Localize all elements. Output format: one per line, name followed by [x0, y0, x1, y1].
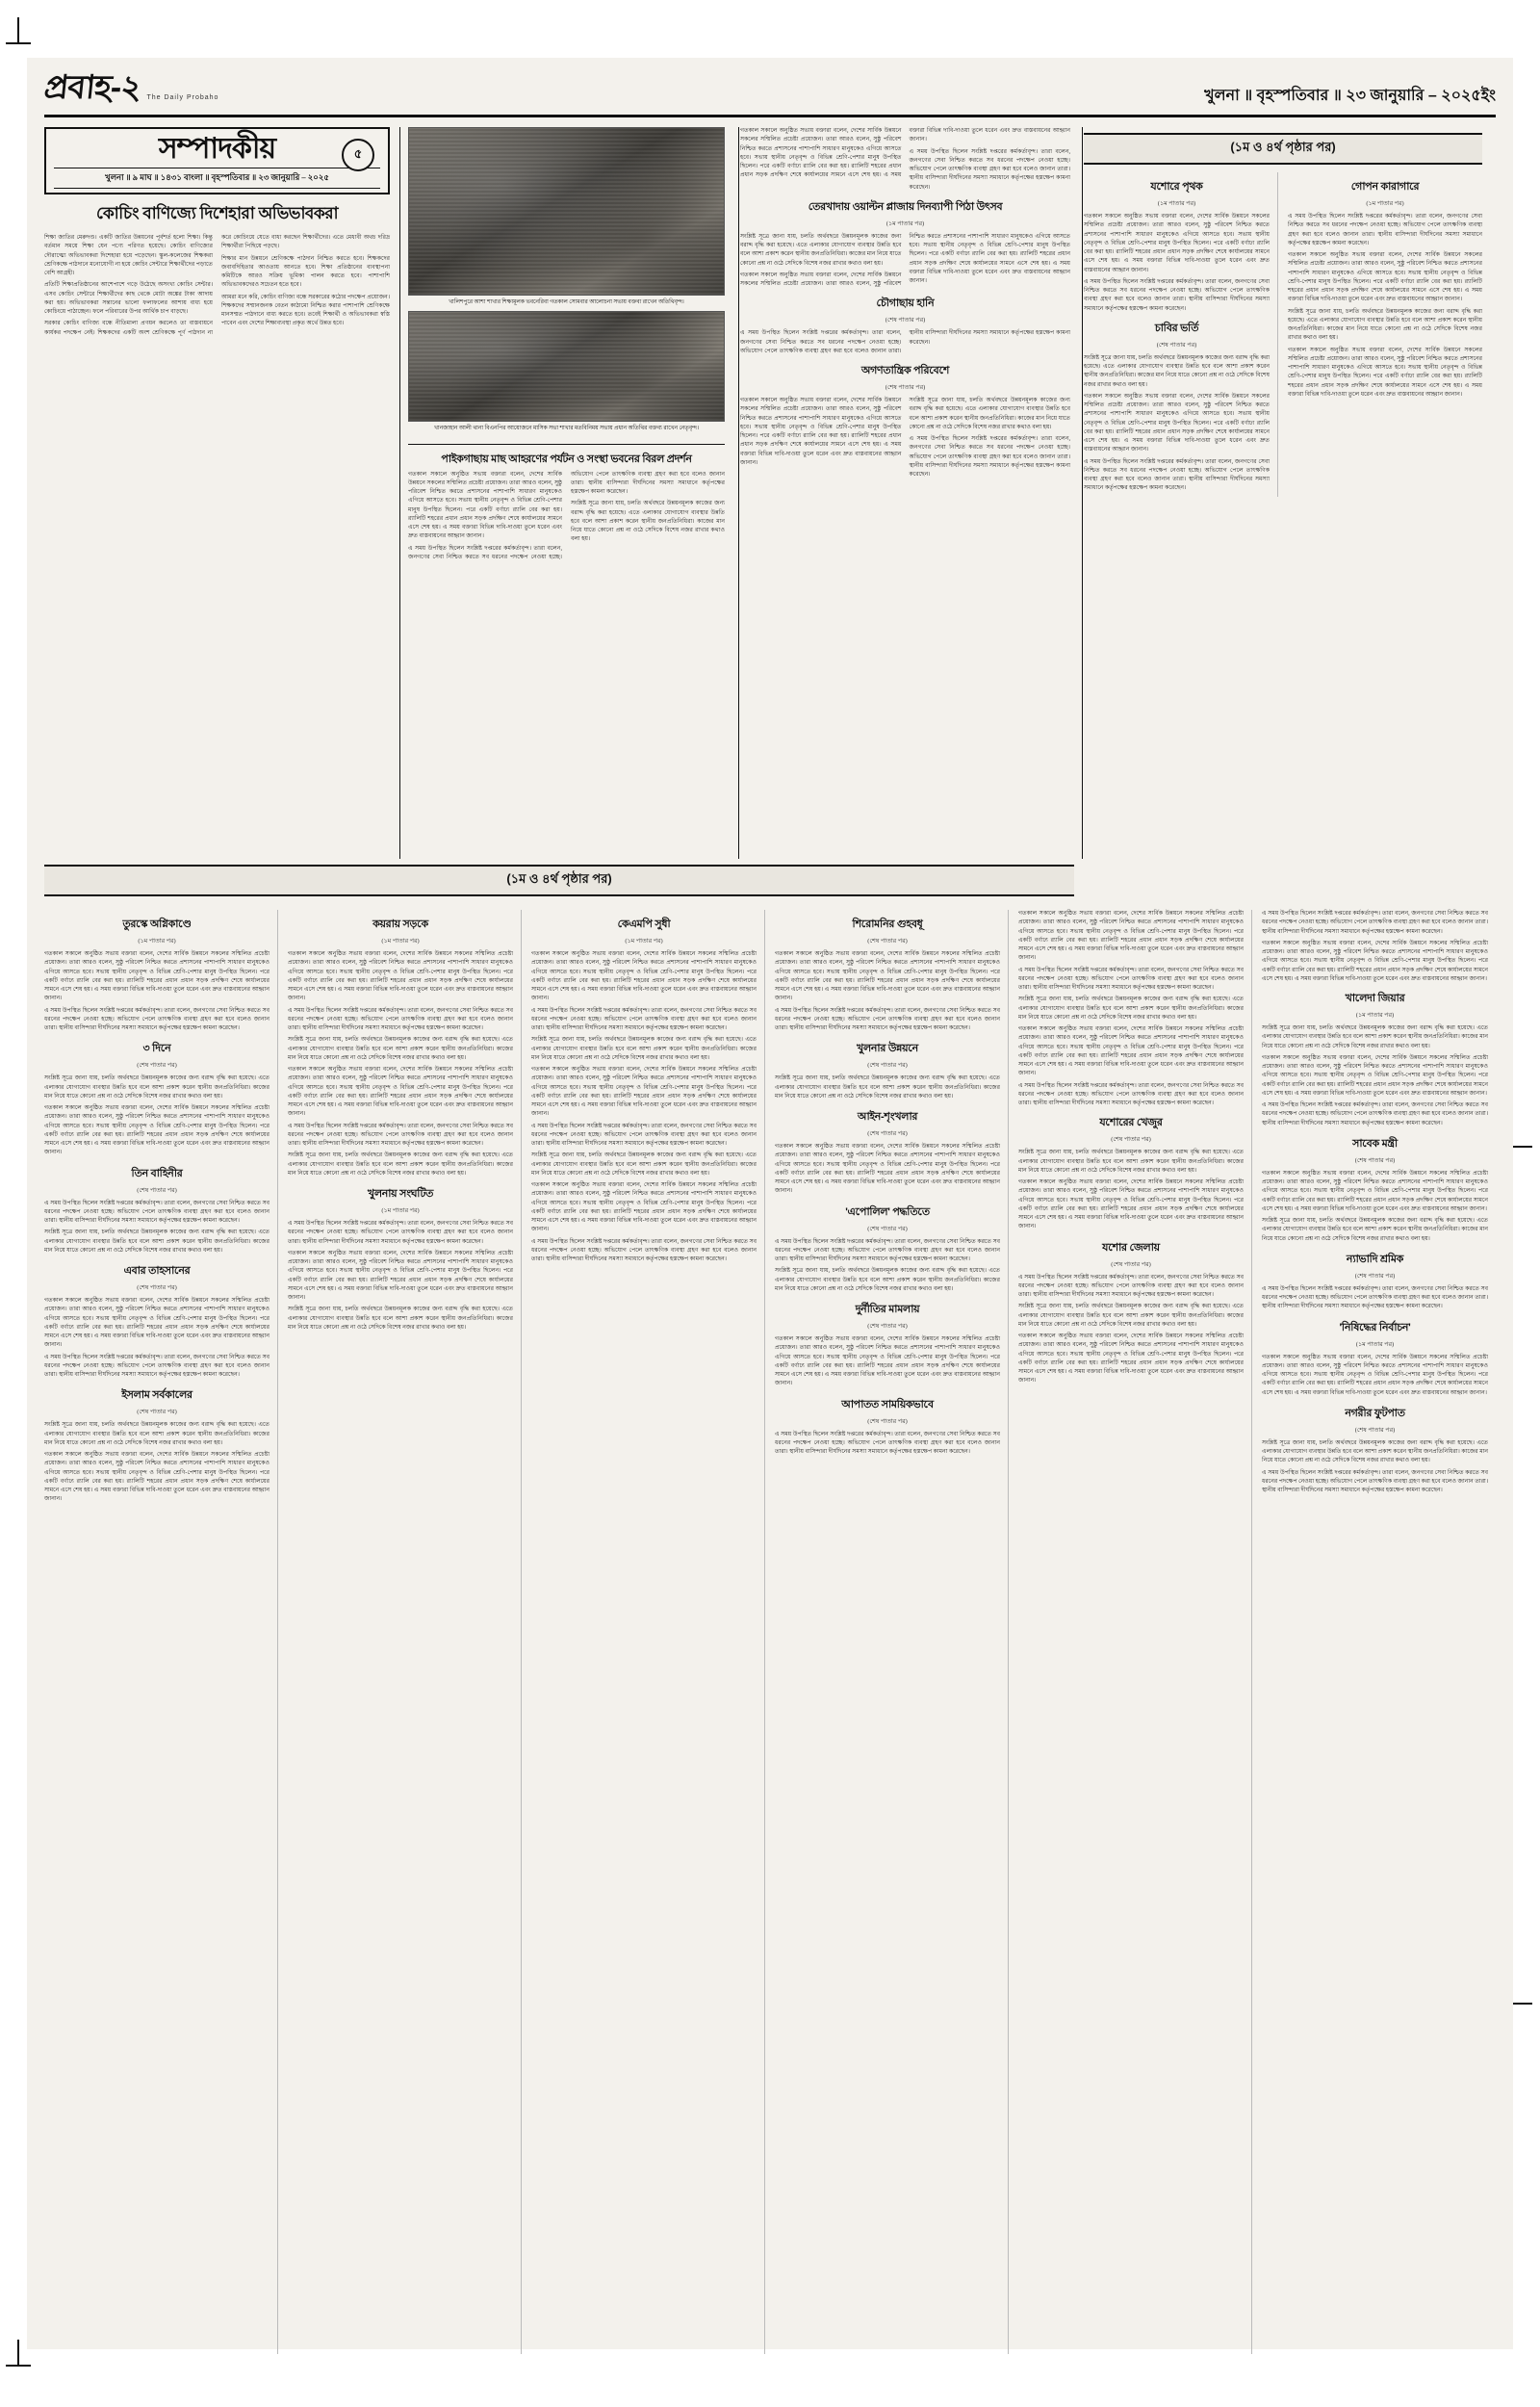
para: এ সময় উপস্থিত ছিলেন সংশ্লিষ্ট দপ্তরের কর্মকর্তাবৃন্দ। তারা বলেন, জনগণের সেবা নিশ্চিত করতে সব ধরনের পদক্ষেপ নেওয়া হচ্ছে। অভিযোগ পেলে তাৎক্ষণিক ব্যবস্থা গ্রহণ করা হবে বলেও জানান তারা। স্থানীয় বাসিন্দারা দীর্ঘদিনের সমস্যা সমাধানে কর্তৃপক্ষের হস্তক্ষেপ কামনা করেছেন। — [909, 436, 1070, 478]
para: গতকাল সকালে অনুষ্ঠিত সভায় বক্তারা বলেন, দেশের সার্বিক উন্নয়নে সকলের সম্মিলিত প্রচেষ্টা প্রয়োজন। তারা আরও বলেন, সুষ্ঠু পরিবেশ নিশ্চিত করতে প্রশাসনের পাশাপাশি সাধারণ মানুষকেও এগিয়ে আসতে হবে। সভায় স্থানীয় নেতৃবৃন্দ ও বিভিন্ন শ্রেণি-পেশার মানুষ উপস্থিত ছিলেন। পরে একটি বর্ণাঢ্য র‍্যালি বের করা হয়। র‍্যালিটি শহরের প্রধান প্রধান সড়ক প্রদক্ষিণ শেষে কার্যালয়ের সামনে এসে শেষ হয়। এ সময় বক্তারা বিভিন্ন দাবি-দাওয়া তুলে ধরেন এবং দ্রুত বাস্তবায়নের আহ্বান জানান। — [1262, 1354, 1488, 1396]
para: গতকাল সকালে অনুষ্ঠিত সভায় বক্তারা বলেন, দেশের সার্বিক উন্নয়নে সকলের সম্মিলিত প্রচেষ্টা প্রয়োজন। তারা আরও বলেন, সুষ্ঠু পরিবেশ নিশ্চিত করতে প্রশাসনের পাশাপাশি সাধারণ মানুষকেও এগিয়ে আসতে হবে। সভায় স্থানীয় নেতৃবৃন্দ ও বিভিন্ন শ্রেণি-পেশার মানুষ উপস্থিত ছিলেন। পরে একটি বর্ণাঢ্য র‍্যালি বের করা হয়। র‍্যালিটি শহরের প্রধান প্রধান সড়ক প্রদক্ষিণ শেষে কার্যালয়ের সামনে এসে শেষ হয়। এ সময় বক্তারা বিভিন্ন দাবি-দাওয়া তুলে ধরেন এবং দ্রুত বাস্তবায়নের আহ্বান জানান। — [288, 951, 513, 1002]
para: সংশ্লিষ্ট সূত্রে জানা যায়, চলতি অর্থবছরে উন্নয়নমূলক কাজের জন্য বরাদ্দ বৃদ্ধি করা হয়েছে। এতে এলাকার যোগাযোগ ব্যবস্থার উন্নতি হবে বলে আশা প্রকাশ করেন স্থানীয় জনপ্রতিনিধিরা। কাজের মান নিয়ে যাতে কোনো প্রশ্ন না ওঠে সেদিকে বিশেষ নজর রাখার কথাও বলা হয়। — [1262, 1025, 1488, 1049]
para: সংশ্লিষ্ট সূত্রে জানা যায়, চলতি অর্থবছরে উন্নয়নমূলক কাজের জন্য বরাদ্দ বৃদ্ধি করা হয়েছে। এতে এলাকার যোগাযোগ ব্যবস্থার উন্নতি হবে বলে আশা প্রকাশ করেন স্থানীয় জনপ্রতিনিধিরা। কাজের মান নিয়ে যাতে কোনো প্রশ্ন না ওঠে সেদিকে বিশেষ নজর রাখার কথাও বলা হয়। — [44, 1075, 270, 1100]
story-body-jessore-prithok — [1084, 213, 1270, 314]
para: এ সময় উপস্থিত ছিলেন সংশ্লিষ্ট দপ্তরের কর্মকর্তাবৃন্দ। তারা বলেন, জনগণের সেবা নিশ্চিত করতে সব ধরনের পদক্ষেপ নেওয়া হচ্ছে। অভিযোগ পেলে তাৎক্ষণিক ব্যবস্থা গ্রহণ করা হবে বলেও জানান তারা। স্থানীয় বাসিন্দারা দীর্ঘদিনের সমস্যা সমাধানে কর্তৃপক্ষের হস্তক্ষেপ কামনা করেছেন। — [775, 1007, 1000, 1031]
divider — [408, 444, 725, 445]
contd: (শেষ পাতার পর) — [1111, 1260, 1151, 1268]
contd: (শেষ পাতার পর) — [137, 1186, 177, 1194]
contd: (শেষ পাতার পর) — [867, 1323, 908, 1330]
para: এ সময় উপস্থিত ছিলেন সংশ্লিষ্ট দপ্তরের কর্মকর্তাবৃন্দ। তারা বলেন, জনগণের সেবা নিশ্চিত করতে সব ধরনের পদক্ষেপ নেওয়া হচ্ছে। অভিযোগ পেলে তাৎক্ষণিক ব্যবস্থা গ্রহণ করা হবে বলেও জানান তারা। স্থানীয় বাসিন্দারা দীর্ঘদিনের সমস্যা সমাধানে কর্তৃপক্ষের হস্তক্ষেপ কামনা করেছেন। — [740, 330, 1070, 354]
para: গতকাল সকালে অনুষ্ঠিত সভায় বক্তারা বলেন, দেশের সার্বিক উন্নয়নে সকলের সম্মিলিত প্রচেষ্টা প্রয়োজন। তারা আরও বলেন, সুষ্ঠু পরিবেশ নিশ্চিত করতে প্রশাসনের পাশাপাশি সাধারণ মানুষকেও এগিয়ে আসতে হবে। সভায় স্থানীয় নেতৃবৃন্দ ও বিভিন্ন শ্রেণি-পেশার মানুষ উপস্থিত ছিলেন। পরে একটি বর্ণাঢ্য র‍্যালি বের করা হয়। র‍্যালিটি শহরের প্রধান প্রধান সড়ক প্রদক্ষিণ শেষে কার্যালয়ের সামনে এসে শেষ হয়। এ সময় বক্তারা বিভিন্ন দাবি-দাওয়া তুলে ধরেন এবং দ্রুত বাস্তবায়নের আহ্বান জানান। — [775, 1336, 1000, 1387]
seal-icon: ৫ — [342, 139, 374, 171]
headline: ন্যাভাদি শ্রমিক — [1346, 1253, 1404, 1265]
story-shiromoni — [775, 916, 1000, 1033]
story-former-minister — [1262, 1135, 1488, 1244]
headline: 'এপোলিল' পদ্ধতিতে — [845, 1205, 930, 1218]
para: এ সময় উপস্থিত ছিলেন সংশ্লিষ্ট দপ্তরের কর্মকর্তাবৃন্দ। তারা বলেন, জনগণের সেবা নিশ্চিত করতে সব ধরনের পদক্ষেপ নেওয়া হচ্ছে। অভিযোগ পেলে তাৎক্ষণিক ব্যবস্থা গ্রহণ করা হবে বলেও জানান তারা। স্থানীয় বাসিন্দারা দীর্ঘদিনের সমস্যা সমাধানে কর্তৃপক্ষের হস্তক্ষেপ কামনা করেছেন। — [1262, 1102, 1488, 1126]
para: এ সময় উপস্থিত ছিলেন সংশ্লিষ্ট দপ্তরের কর্মকর্তাবৃন্দ। তারা বলেন, জনগণের সেবা নিশ্চিত করতে সব ধরনের পদক্ষেপ নেওয়া হচ্ছে। অভিযোগ পেলে তাৎক্ষণিক ব্যবস্থা গ্রহণ করা হবে বলেও জানান তারা। স্থানীয় বাসিন্দারা দীর্ঘদিনের সমস্যা সমাধানে কর্তৃপক্ষের হস্তক্ষেপ কামনা করেছেন। — [1262, 1469, 1488, 1493]
para: সংশ্লিষ্ট সূত্রে জানা যায়, চলতি অর্থবছরে উন্নয়নমূলক কাজের জন্য বরাদ্দ বৃদ্ধি করা হয়েছে। এতে এলাকার যোগাযোগ ব্যবস্থার উন্নতি হবে বলে আশা প্রকাশ করেন স্থানীয় জনপ্রতিনিধিরা। কাজের মান নিয়ে যাতে কোনো প্রশ্ন না ওঠে সেদিকে বিশেষ নজর রাখার কথাও বলা হয়। — [288, 1152, 513, 1177]
para: গতকাল সকালে অনুষ্ঠিত সভায় বক্তারা বলেন, দেশের সার্বিক উন্নয়নে সকলের সম্মিলিত প্রচেষ্টা প্রয়োজন। তারা আরও বলেন, সুষ্ঠু পরিবেশ নিশ্চিত করতে প্রশাসনের পাশাপাশি সাধারণ মানুষকেও এগিয়ে আসতে হবে। সভায় স্থানীয় নেতৃবৃন্দ ও বিভিন্ন শ্রেণি-পেশার মানুষ উপস্থিত ছিলেন। পরে একটি বর্ণাঢ্য র‍্যালি বের করা হয়। র‍্যালিটি শহরের প্রধান প্রধান সড়ক প্রদক্ষিণ শেষে কার্যালয়ের সামনে এসে শেষ হয়। এ সময় বক্তারা বিভিন্ন দাবি-দাওয়া তুলে ধরেন এবং দ্রুত বাস্তবায়নের আহ্বান জানান। — [1262, 1170, 1488, 1212]
body — [44, 1297, 270, 1380]
headline: কেএমপি সুধী — [617, 919, 671, 930]
story-ain-shringkhola — [775, 1108, 1000, 1197]
body — [1262, 1439, 1488, 1496]
para: গতকাল সকালে অনুষ্ঠিত সভায় বক্তারা বলেন, দেশের সার্বিক উন্নয়নে সকলের সম্মিলিত প্রচেষ্টা প্রয়োজন। তারা আরও বলেন, সুষ্ঠু পরিবেশ নিশ্চিত করতে প্রশাসনের পাশাপাশি সাধারণ মানুষকেও এগিয়ে আসতে হবে। সভায় স্থানীয় নেতৃবৃন্দ ও বিভিন্ন শ্রেণি-পেশার মানুষ উপস্থিত ছিলেন। পরে একটি বর্ণাঢ্য র‍্যালি বের করা হয়। র‍্যালিটি শহরের প্রধান প্রধান সড়ক প্রদক্ষিণ শেষে কার্যালয়ের সামনে এসে শেষ হয়। এ সময় বক্তারা বিভিন্ন দাবি-দাওয়া তুলে ধরেন এবং দ্রুত বাস্তবায়নের আহ্বান জানান। — [775, 951, 1000, 1002]
story-headline-jessore-prithok: যশোরে পৃথক — [1150, 181, 1203, 193]
logo[interactable] — [44, 71, 218, 104]
story-khulna-unnoyon — [775, 1040, 1000, 1101]
news-column-5-6 — [1078, 127, 1482, 859]
contd: (১ম পাতার পর) — [1355, 1340, 1395, 1348]
meeting-photo — [408, 127, 725, 296]
body — [775, 1431, 1000, 1458]
story-contd-jessore-prithok: (১ম পাতার পর) — [1157, 200, 1196, 207]
contd: (১ম পাতার পর) — [381, 1207, 420, 1214]
para: এ সময় উপস্থিত ছিলেন সংশ্লিষ্ট দপ্তরের কর্মকর্তাবৃন্দ। তারা বলেন, জনগণের সেবা নিশ্চিত করতে সব ধরনের পদক্ষেপ নেওয়া হচ্ছে। অভিযোগ পেলে তাৎক্ষণিক ব্যবস্থা গ্রহণ করা হবে বলেও জানান তারা। স্থানীয় বাসিন্দারা দীর্ঘদিনের সমস্যা সমাধানে কর্তৃপক্ষের হস্তক্ষেপ কামনা করেছেন। — [288, 1007, 513, 1031]
story-headline-chougacha: চৌগাছায় হানি — [876, 298, 935, 310]
body — [44, 1074, 270, 1157]
contd: (শেষ পাতার পর) — [867, 1130, 908, 1137]
para: সংশ্লিষ্ট সূত্রে জানা যায়, চলতি অর্থবছরে উন্নয়নমূলক কাজের জন্য বরাদ্দ বৃদ্ধি করা হয়েছে। এতে এলাকার যোগাযোগ ব্যবস্থার উন্নতি হবে বলে আশা প্রকাশ করেন স্থানীয় জনপ্রতিনিধিরা। কাজের মান নিয়ে যাতে কোনো প্রশ্ন না ওঠে সেদিকে বিশেষ নজর রাখার কথাও বলা হয়। — [1018, 1304, 1244, 1328]
headline: যশোর জেলায় — [1102, 1241, 1160, 1254]
headline: ইসলাম সর্বকালের — [121, 1389, 192, 1402]
body — [1018, 1274, 1244, 1386]
para: এ সময় উপস্থিত ছিলেন সংশ্লিষ্ট দপ্তরের কর্মকর্তাবৃন্দ। তারা বলেন, জনগণের সেবা নিশ্চিত করতে সব ধরনের পদক্ষেপ নেওয়া হচ্ছে। অভিযোগ পেলে তাৎক্ষণিক ব্যবস্থা গ্রহণ করা হবে বলেও জানান তারা। স্থানীয় বাসিন্দারা দীর্ঘদিনের সমস্যা সমাধানে কর্তৃপক্ষের হস্তক্ষেপ কামনা করেছেন। — [1084, 458, 1270, 492]
para: সংশ্লিষ্ট সূত্রে জানা যায়, চলতি অর্থবছরে উন্নয়নমূলক কাজের জন্য বরাদ্দ বৃদ্ধি করা হয়েছে। এতে এলাকার যোগাযোগ ব্যবস্থার উন্নতি হবে বলে আশা প্রকাশ করেন স্থানীয় জনপ্রতিনিধিরা। কাজের মান নিয়ে যাতে কোনো প্রশ্ন না ওঠে সেদিকে বিশেষ নজর রাখার কথাও বলা হয়। — [571, 501, 725, 543]
para: সংশ্লিষ্ট সূত্রে জানা যায়, চলতি অর্থবছরে উন্নয়নমূলক কাজের জন্য বরাদ্দ বৃদ্ধি করা হয়েছে। এতে এলাকার যোগাযোগ ব্যবস্থার উন্নতি হবে বলে আশা প্রকাশ করেন স্থানীয় জনপ্রতিনিধিরা। কাজের মান নিয়ে যাতে কোনো প্রশ্ন না ওঠে সেদিকে বিশেষ নজর রাখার কথাও বলা হয়। — [288, 1037, 513, 1061]
news-column-5 — [1084, 172, 1278, 497]
top-section — [44, 127, 1496, 859]
editorial-header — [44, 127, 390, 194]
para: সংশ্লিষ্ট সূত্রে জানা যায়, চলতি অর্থবছরে উন্নয়নমূলক কাজের জন্য বরাদ্দ বৃদ্ধি করা হয়েছে। এতে এলাকার যোগাযোগ ব্যবস্থার উন্নতি হবে বলে আশা প্রকাশ করেন স্থানীয় জনপ্রতিনিধিরা। কাজের মান নিয়ে যাতে কোনো প্রশ্ন না ওঠে সেদিকে বিশেষ নজর রাখার কথাও বলা হয়। — [1288, 308, 1482, 342]
body — [1262, 1170, 1488, 1244]
para: এ সময় উপস্থিত ছিলেন সংশ্লিষ্ট দপ্তরের কর্মকর্তাবৃন্দ। তারা বলেন, জনগণের সেবা নিশ্চিত করতে সব ধরনের পদক্ষেপ নেওয়া হচ্ছে। অভিযোগ পেলে তাৎক্ষণিক ব্যবস্থা গ্রহণ করা হবে বলেও জানান তারা। স্থানীয় বাসিন্দারা দীর্ঘদিনের সমস্যা সমাধানে কর্তৃপক্ষের হস্তক্ষেপ কামনা করেছেন। — [288, 1221, 513, 1245]
headline: নগরীর ফুটপাত — [1345, 1407, 1405, 1419]
editorial-title: সম্পাদকীয় — [158, 133, 276, 165]
continuation-banner-top: (১ম ও ৪র্থ পৃষ্ঠার পর) — [1084, 133, 1482, 165]
editorial-headline: কোচিং বাণিজ্যে দিশেহারা অভিভাবকরা — [95, 204, 339, 222]
story-tahsan — [44, 1262, 270, 1380]
para: গতকাল সকালে অনুষ্ঠিত সভায় বক্তারা বলেন, দেশের সার্বিক উন্নয়নে সকলের সম্মিলিত প্রচেষ্টা প্রয়োজন। তারা আরও বলেন, সুষ্ঠু পরিবেশ নিশ্চিত করতে প্রশাসনের পাশাপাশি সাধারণ মানুষকেও এগিয়ে আসতে হবে। সভায় স্থানীয় নেতৃবৃন্দ ও বিভিন্ন শ্রেণি-পেশার মানুষ উপস্থিত ছিলেন। পরে একটি বর্ণাঢ্য র‍্যালি বের করা হয়। র‍্যালিটি শহরের প্রধান প্রধান সড়ক প্রদক্ষিণ শেষে কার্যালয়ের সামনে এসে শেষ হয়। এ সময় বক্তারা বিভিন্ন দাবি-দাওয়া তুলে ধরেন এবং দ্রুত বাস্তবায়নের আহ্বান জানান। — [1084, 393, 1270, 453]
meeting-photo-caption: খালিশপুরে আশা শাখার শিক্ষামূলক ভবনেরিবা গতকাল সোমবার আলোচনা সভায় বক্তব্য রাখেন অতিথিবৃন্দ। — [449, 299, 684, 305]
para: এ সময় উপস্থিত ছিলেন সংশ্লিষ্ট দপ্তরের কর্মকর্তাবৃন্দ। তারা বলেন, জনগণের সেবা নিশ্চিত করতে সব ধরনের পদক্ষেপ নেওয়া হচ্ছে। অভিযোগ পেলে তাৎক্ষণিক ব্যবস্থা গ্রহণ করা হবে বলেও জানান তারা। স্থানীয় বাসিন্দারা দীর্ঘদিনের সমস্যা সমাধানে কর্তৃপক্ষের হস্তক্ষেপ কামনা করেছেন। — [44, 1200, 270, 1224]
headline: এবার তাহসানের — [123, 1265, 191, 1277]
body — [775, 1335, 1000, 1389]
contd: (১ম পাতার পর) — [381, 938, 420, 945]
para: এ সময় উপস্থিত ছিলেন সংশ্লিষ্ট দপ্তরের কর্মকর্তাবৃন্দ। তারা বলেন, জনগণের সেবা নিশ্চিত করতে সব ধরনের পদক্ষেপ নেওয়া হচ্ছে। অভিযোগ পেলে তাৎক্ষণিক ব্যবস্থা গ্রহণ করা হবে বলেও জানান তারা। স্থানীয় বাসিন্দারা দীর্ঘদিনের সমস্যা সমাধানে কর্তৃপক্ষের হস্তক্ষেপ কামনা করেছেন। — [1018, 967, 1244, 991]
story-body-gopon — [1288, 213, 1482, 400]
headline: 'নিষিদ্ধের নির্বাচন' — [1339, 1321, 1411, 1333]
contd: (শেষ পাতার পর) — [137, 1062, 177, 1070]
para: এ সময় উপস্থিত ছিলেন সংশ্লিষ্ট দপ্তরের কর্মকর্তাবৃন্দ। তারা বলেন, জনগণের সেবা নিশ্চিত করতে সব ধরনের পদক্ষেপ নেওয়া হচ্ছে। অভিযোগ পেলে তাৎক্ষণিক ব্যবস্থা গ্রহণ করা হবে বলেও জানান তারা। স্থানীয় বাসিন্দারা দীর্ঘদিনের সমস্যা সমাধানে কর্তৃপক্ষের হস্তক্ষেপ কামনা করেছেন। — [408, 471, 725, 560]
para: এ সময় উপস্থিত ছিলেন সংশ্লিষ্ট দপ্তরের কর্মকর্তাবৃন্দ। তারা বলেন, জনগণের সেবা নিশ্চিত করতে সব ধরনের পদক্ষেপ নেওয়া হচ্ছে। অভিযোগ পেলে তাৎক্ষণিক ব্যবস্থা গ্রহণ করা হবে বলেও জানান তারা। স্থানীয় বাসিন্দারা দীর্ঘদিনের সমস্যা সমাধানে কর্তৃপক্ষের হস্তক্ষেপ কামনা করেছেন। — [531, 1007, 757, 1031]
headline: কয়রায় সড়কে — [372, 919, 428, 930]
editorial-para-3: সরকার কোচিং বাণিজ্য বন্ধে নীতিমালা প্রণয়ন করলেও তা বাস্তবায়নে কার্যকর পদক্ষেপ নেই। শিক্ষকদের একটি অংশ শ্রেণিকক্ষে পূর্ণ পাঠদান না করে কোচিংয়ে যেতে বাধ্য করছেন শিক্ষার্থীদের। এতে মেধাবী অথচ দরিদ্র শিক্ষার্থীরা পিছিয়ে পড়ছে। — [44, 235, 390, 336]
editorial-date: খুলনা ॥ ৯ মাঘ ॥ ১৪৩১ বাংলা ॥ বৃহস্পতিবার ॥ ২৩ জানুয়ারি – ২০২৫ — [54, 168, 380, 189]
para: সংশ্লিষ্ট সূত্রে জানা যায়, চলতি অর্থবছরে উন্নয়নমূলক কাজের জন্য বরাদ্দ বৃদ্ধি করা হয়েছে। এতে এলাকার যোগাযোগ ব্যবস্থার উন্নতি হবে বলে আশা প্রকাশ করেন স্থানীয় জনপ্রতিনিধিরা। কাজের মান নিয়ে যাতে কোনো প্রশ্ন না ওঠে সেদিকে বিশেষ নজর রাখার কথাও বলা হয়। — [1262, 1218, 1488, 1242]
para: সংশ্লিষ্ট সূত্রে জানা যায়, চলতি অর্থবছরে উন্নয়নমূলক কাজের জন্য বরাদ্দ বৃদ্ধি করা হয়েছে। এতে এলাকার যোগাযোগ ব্যবস্থার উন্নতি হবে বলে আশা প্রকাশ করেন স্থানীয় জনপ্রতিনিধিরা। কাজের মান নিয়ে যাতে কোনো প্রশ্ন না ওঠে সেদিকে বিশেষ নজর রাখার কথাও বলা হয়। — [740, 233, 902, 267]
story-durniti-mamla — [775, 1301, 1000, 1389]
story-contd-ogonotantrik: (শেষ পাতার পর) — [885, 384, 926, 391]
story-jessore-jela — [1018, 1239, 1244, 1386]
para: এ সময় উপস্থিত ছিলেন সংশ্লিষ্ট দপ্তরের কর্মকর্তাবৃন্দ। তারা বলেন, জনগণের সেবা নিশ্চিত করতে সব ধরনের পদক্ষেপ নেওয়া হচ্ছে। অভিযোগ পেলে তাৎক্ষণিক ব্যবস্থা গ্রহণ করা হবে বলেও জানান তারা। স্থানীয় বাসিন্দারা দীর্ঘদিনের সমস্যা সমাধানে কর্তৃপক্ষের হস্তক্ষেপ কামনা করেছেন। — [909, 148, 1070, 191]
para: গতকাল সকালে অনুষ্ঠিত সভায় বক্তারা বলেন, দেশের সার্বিক উন্নয়নে সকলের সম্মিলিত প্রচেষ্টা প্রয়োজন। তারা আরও বলেন, সুষ্ঠু পরিবেশ নিশ্চিত করতে প্রশাসনের পাশাপাশি সাধারণ মানুষকেও এগিয়ে আসতে হবে। সভায় স্থানীয় নেতৃবৃন্দ ও বিভিন্ন শ্রেণি-পেশার মানুষ উপস্থিত ছিলেন। পরে একটি বর্ণাঢ্য র‍্যালি বের করা হয়। র‍্যালিটি শহরের প্রধান প্রধান সড়ক প্রদক্ষিণ শেষে কার্যালয়ের সামনে এসে শেষ হয়। এ সময় বক্তারা বিভিন্ন দাবি-দাওয়া তুলে ধরেন এবং দ্রুত বাস্তবায়নের আহ্বান জানান। — [288, 1250, 513, 1301]
body — [775, 1074, 1000, 1101]
para: গতকাল সকালে অনুষ্ঠিত সভায় বক্তারা বলেন, দেশের সার্বিক উন্নয়নে সকলের সম্মিলিত প্রচেষ্টা প্রয়োজন। তারা আরও বলেন, সুষ্ঠু পরিবেশ নিশ্চিত করতে প্রশাসনের পাশাপাশি সাধারণ মানুষকেও এগিয়ে আসতে হবে। সভায় স্থানীয় নেতৃবৃন্দ ও বিভিন্ন শ্রেণি-পেশার মানুষ উপস্থিত ছিলেন। পরে একটি বর্ণাঢ্য র‍্যালি বের করা হয়। র‍্যালিটি শহরের প্রধান প্রধান সড়ক প্রদক্ষিণ শেষে কার্যালয়ের সামনে এসে শেষ হয়। এ সময় বক্তারা বিভিন্ন দাবি-দাওয়া তুলে ধরেন এবং দ্রুত বাস্তবায়নের আহ্বান জানান। — [1288, 347, 1482, 398]
contd: (শেষ পাতার পর) — [1354, 1156, 1396, 1164]
para: গতকাল সকালে অনুষ্ঠিত সভায় বক্তারা বলেন, দেশের সার্বিক উন্নয়নে সকলের সম্মিলিত প্রচেষ্টা প্রয়োজন। তারা আরও বলেন, সুষ্ঠু পরিবেশ নিশ্চিত করতে প্রশাসনের পাশাপাশি সাধারণ মানুষকেও এগিয়ে আসতে হবে। সভায় স্থানীয় নেতৃবৃন্দ ও বিভিন্ন শ্রেণি-পেশার মানুষ উপস্থিত ছিলেন। পরে একটি বর্ণাঢ্য র‍্যালি বের করা হয়। র‍্যালিটি শহরের প্রধান প্রধান সড়ক প্রদক্ষিণ শেষে কার্যালয়ের সামনে এসে শেষ হয়। এ সময় বক্তারা বিভিন্ন দাবি-দাওয়া তুলে ধরেন এবং দ্রুত বাস্তবায়নের আহ্বান জানান। — [1084, 214, 1270, 273]
body — [1262, 1354, 1488, 1398]
logo-text: প্রবাহ-২ — [42, 69, 143, 106]
crop-mark-top-left — [17, 17, 19, 42]
body — [288, 950, 513, 1178]
bottom-column-1 — [44, 910, 278, 2354]
headline: সাবেক মন্ত্রী — [1352, 1137, 1398, 1150]
story-shromik — [1262, 1251, 1488, 1312]
body — [775, 1143, 1000, 1197]
story-islam — [44, 1386, 270, 1504]
body — [44, 950, 270, 1033]
para: এ সময় উপস্থিত ছিলেন সংশ্লিষ্ট দপ্তরের কর্মকর্তাবৃন্দ। তারা বলেন, জনগণের সেবা নিশ্চিত করতে সব ধরনের পদক্ষেপ নেওয়া হচ্ছে। অভিযোগ পেলে তাৎক্ষণিক ব্যবস্থা গ্রহণ করা হবে বলেও জানান তারা। স্থানীয় বাসিন্দারা দীর্ঘদিনের সমস্যা সমাধানে কর্তৃপক্ষের হস্তক্ষেপ কামনা করেছেন। — [1288, 214, 1482, 246]
body — [44, 1200, 270, 1256]
news-column-4 — [734, 127, 1076, 859]
body — [775, 1238, 1000, 1295]
story-three-forces — [44, 1165, 270, 1256]
headline: খুলনায় সংঘটিত — [367, 1188, 434, 1200]
continuation-text-6 — [1262, 910, 1488, 984]
headline: দুর্নীতির মামলায় — [855, 1304, 920, 1315]
para: সংশ্লিষ্ট সূত্রে জানা যায়, চলতি অর্থবছরে উন্নয়নমূলক কাজের জন্য বরাদ্দ বৃদ্ধি করা হয়েছে। এতে এলাকার যোগাযোগ ব্যবস্থার উন্নতি হবে বলে আশা প্রকাশ করেন স্থানীয় জনপ্রতিনিধিরা। কাজের মান নিয়ে যাতে কোনো প্রশ্ন না ওঠে সেদিকে বিশেষ নজর রাখার কথাও বলা হয়। — [1262, 1439, 1488, 1464]
story-body-chougacha — [740, 329, 1070, 356]
story-nishiddher-nirbachon — [1262, 1319, 1488, 1398]
body — [531, 950, 757, 1264]
column-lead-text — [740, 127, 1070, 193]
story-headline-ogonotantrik: অগণতান্ত্রিক পরিবেশে — [860, 365, 950, 376]
para: এ সময় উপস্থিত ছিলেন সংশ্লিষ্ট দপ্তরের কর্মকর্তাবৃন্দ। তারা বলেন, জনগণের সেবা নিশ্চিত করতে সব ধরনের পদক্ষেপ নেওয়া হচ্ছে। অভিযোগ পেলে তাৎক্ষণিক ব্যবস্থা গ্রহণ করা হবে বলেও জানান তারা। স্থানীয় বাসিন্দারা দীর্ঘদিনের সমস্যা সমাধানে কর্তৃপক্ষের হস্তক্ষেপ কামনা করেছেন। — [775, 1238, 1000, 1262]
headline: তুরস্কে অগ্নিকাণ্ডে — [122, 919, 192, 930]
headline: আপাতত সাময়িকভাবে — [841, 1398, 934, 1411]
story-headline-gopon: গোপন কারাগারে — [1350, 181, 1420, 193]
contd: (শেষ পাতার পর) — [1111, 1136, 1151, 1144]
para: সংশ্লিষ্ট সূত্রে জানা যায়, চলতি অর্থবছরে উন্নয়নমূলক কাজের জন্য বরাদ্দ বৃদ্ধি করা হয়েছে। এতে এলাকার যোগাযোগ ব্যবস্থার উন্নতি হবে বলে আশা প্রকাশ করেন স্থানীয় জনপ্রতিনিধিরা। কাজের মান নিয়ে যাতে কোনো প্রশ্ন না ওঠে সেদিকে বিশেষ নজর রাখার কথাও বলা হয়। — [775, 1268, 1000, 1292]
editorial-block — [44, 127, 400, 859]
contd: (শেষ পাতার পর) — [867, 938, 908, 945]
para: গতকাল সকালে অনুষ্ঠিত সভায় বক্তারা বলেন, দেশের সার্বিক উন্নয়নে সকলের সম্মিলিত প্রচেষ্টা প্রয়োজন। তারা আরও বলেন, সুষ্ঠু পরিবেশ নিশ্চিত করতে প্রশাসনের পাশাপাশি সাধারণ মানুষকেও এগিয়ে আসতে হবে। সভায় স্থানীয় নেতৃবৃন্দ ও বিভিন্ন শ্রেণি-পেশার মানুষ উপস্থিত ছিলেন। পরে একটি বর্ণাঢ্য র‍্যালি বের করা হয়। র‍্যালিটি শহরের প্রধান প্রধান সড়ক প্রদক্ষিণ শেষে কার্যালয়ের সামনে এসে শেষ হয়। এ সময় বক্তারা বিভিন্ন দাবি-দাওয়া তুলে ধরেন এবং দ্রুত বাস্তবায়নের আহ্বান জানান। — [1018, 1026, 1244, 1077]
para: সংশ্লিষ্ট সূত্রে জানা যায়, চলতি অর্থবছরে উন্নয়নমূলক কাজের জন্য বরাদ্দ বৃদ্ধি করা হয়েছে। এতে এলাকার যোগাযোগ ব্যবস্থার উন্নতি হবে বলে আশা প্রকাশ করেন স্থানীয় জনপ্রতিনিধিরা। কাজের মান নিয়ে যাতে কোনো প্রশ্ন না ওঠে সেদিকে বিশেষ নজর রাখার কথাও বলা হয়। — [288, 1307, 513, 1331]
bottom-column-6 — [1262, 910, 1496, 2354]
headline: শিরোমনির গুহবধূ — [852, 919, 923, 930]
story-contd-chabir: (শেষ পাতার পর) — [1156, 341, 1197, 349]
headline: যশোরের খেজুর — [1099, 1117, 1163, 1129]
para: গতকাল সকালে অনুষ্ঠিত সভায় বক্তারা বলেন, দেশের সার্বিক উন্নয়নে সকলের সম্মিলিত প্রচেষ্টা প্রয়োজন। তারা আরও বলেন, সুষ্ঠু পরিবেশ নিশ্চিত করতে প্রশাসনের পাশাপাশি সাধারণ মানুষকেও এগিয়ে আসতে হবে। সভায় স্থানীয় নেতৃবৃন্দ ও বিভিন্ন শ্রেণি-পেশার মানুষ উপস্থিত ছিলেন। পরে একটি বর্ণাঢ্য র‍্যালি বের করা হয়। র‍্যালিটি শহরের প্রধান প্রধান সড়ক প্রদক্ষিণ শেষে কার্যালয়ের সামনে এসে শেষ হয়। এ সময় বক্তারা বিভিন্ন দাবি-দাওয়া তুলে ধরেন এবং দ্রুত বাস্তবায়নের আহ্বান জানান। — [408, 471, 562, 540]
story-body-chabir — [1084, 354, 1270, 494]
story-jessore-khejur — [1018, 1114, 1244, 1231]
headline: ৩ দিনে — [142, 1043, 171, 1055]
continuation-text-5 — [1018, 910, 1244, 1108]
contd: (শেষ পাতার পর) — [1354, 1272, 1396, 1280]
para: গতকাল সকালে অনুষ্ঠিত সভায় বক্তারা বলেন, দেশের সার্বিক উন্নয়নে সকলের সম্মিলিত প্রচেষ্টা প্রয়োজন। তারা আরও বলেন, সুষ্ঠু পরিবেশ নিশ্চিত করতে প্রশাসনের পাশাপাশি সাধারণ মানুষকেও এগিয়ে আসতে হবে। সভায় স্থানীয় নেতৃবৃন্দ ও বিভিন্ন শ্রেণি-পেশার মানুষ উপস্থিত ছিলেন। পরে একটি বর্ণাঢ্য র‍্যালি বের করা হয়। র‍্যালিটি শহরের প্রধান প্রধান সড়ক প্রদক্ষিণ শেষে কার্যালয়ের সামনে এসে শেষ হয়। এ সময় বক্তারা বিভিন্ন দাবি-দাওয়া তুলে ধরেন এবং দ্রুত বাস্তবায়নের আহ্বান জানান। — [1018, 1333, 1244, 1385]
para: এ সময় উপস্থিত ছিলেন সংশ্লিষ্ট দপ্তরের কর্মকর্তাবৃন্দ। তারা বলেন, জনগণের সেবা নিশ্চিত করতে সব ধরনের পদক্ষেপ নেওয়া হচ্ছে। অভিযোগ পেলে তাৎক্ষণিক ব্যবস্থা গ্রহণ করা হবে বলেও জানান তারা। স্থানীয় বাসিন্দারা দীর্ঘদিনের সমস্যা সমাধানে কর্তৃপক্ষের হস্তক্ষেপ কামনা করেছেন। — [775, 1431, 1000, 1455]
story-contd-chougacha: (শেষ পাতার পর) — [885, 317, 926, 324]
crop-mark-top-left-h — [6, 42, 31, 44]
headline: আইন-শৃংখলার — [857, 1111, 918, 1123]
crop-mark-bottom-left — [17, 2340, 19, 2365]
para: এ সময় উপস্থিত ছিলেন সংশ্লিষ্ট দপ্তরের কর্মকর্তাবৃন্দ। তারা বলেন, জনগণের সেবা নিশ্চিত করতে সব ধরনের পদক্ষেপ নেওয়া হচ্ছে। অভিযোগ পেলে তাৎক্ষণিক ব্যবস্থা গ্রহণ করা হবে বলেও জানান তারা। স্থানীয় বাসিন্দারা দীর্ঘদিনের সমস্যা সমাধানে কর্তৃপক্ষের হস্তক্ষেপ কামনা করেছেন। — [1084, 278, 1270, 312]
para: গতকাল সকালে অনুষ্ঠিত সভায় বক্তারা বলেন, দেশের সার্বিক উন্নয়নে সকলের সম্মিলিত প্রচেষ্টা প্রয়োজন। তারা আরও বলেন, সুষ্ঠু পরিবেশ নিশ্চিত করতে প্রশাসনের পাশাপাশি সাধারণ মানুষকেও এগিয়ে আসতে হবে। সভায় স্থানীয় নেতৃবৃন্দ ও বিভিন্ন শ্রেণি-পেশার মানুষ উপস্থিত ছিলেন। পরে একটি বর্ণাঢ্য র‍্যালি বের করা হয়। র‍্যালিটি শহরের প্রধান প্রধান সড়ক প্রদক্ষিণ শেষে কার্যালয়ের সামনে এসে শেষ হয়। এ সময় বক্তারা বিভিন্ন দাবি-দাওয়া তুলে ধরেন এবং দ্রুত বাস্তবায়নের আহ্বান জানান। — [740, 128, 1070, 179]
para: গতকাল সকালে অনুষ্ঠিত সভায় বক্তারা বলেন, দেশের সার্বিক উন্নয়নে সকলের সম্মিলিত প্রচেষ্টা প্রয়োজন। তারা আরও বলেন, সুষ্ঠু পরিবেশ নিশ্চিত করতে প্রশাসনের পাশাপাশি সাধারণ মানুষকেও এগিয়ে আসতে হবে। সভায় স্থানীয় নেতৃবৃন্দ ও বিভিন্ন শ্রেণি-পেশার মানুষ উপস্থিত ছিলেন। পরে একটি বর্ণাঢ্য র‍্যালি বের করা হয়। র‍্যালিটি শহরের প্রধান প্রধান সড়ক প্রদক্ষিণ শেষে কার্যালয়ের সামনে এসে শেষ হয়। এ সময় বক্তারা বিভিন্ন দাবি-দাওয়া তুলে ধরেন এবং দ্রুত বাস্তবায়নের আহ্বান জানান। — [775, 1144, 1000, 1195]
para: গতকাল সকালে অনুষ্ঠিত সভায় বক্তারা বলেন, দেশের সার্বিক উন্নয়নে সকলের সম্মিলিত প্রচেষ্টা প্রয়োজন। তারা আরও বলেন, সুষ্ঠু পরিবেশ নিশ্চিত করতে প্রশাসনের পাশাপাশি সাধারণ মানুষকেও এগিয়ে আসতে হবে। সভায় স্থানীয় নেতৃবৃন্দ ও বিভিন্ন শ্রেণি-পেশার মানুষ উপস্থিত ছিলেন। পরে একটি বর্ণাঢ্য র‍্যালি বের করা হয়। র‍্যালিটি শহরের প্রধান প্রধান সড়ক প্রদক্ষিণ শেষে কার্যালয়ের সামনে এসে শেষ হয়। এ সময় বক্তারা বিভিন্ন দাবি-দাওয়া তুলে ধরেন এবং দ্রুত বাস্তবায়নের আহ্বান জানান। — [44, 1298, 270, 1349]
story-3-days — [44, 1040, 270, 1157]
body — [1262, 1024, 1488, 1128]
logo-subtitle: The Daily Probaho — [146, 94, 219, 101]
para: গতকাল সকালে অনুষ্ঠিত সভায় বক্তারা বলেন, দেশের সার্বিক উন্নয়নে সকলের সম্মিলিত প্রচেষ্টা প্রয়োজন। তারা আরও বলেন, সুষ্ঠু পরিবেশ নিশ্চিত করতে প্রশাসনের পাশাপাশি সাধারণ মানুষকেও এগিয়ে আসতে হবে। সভায় স্থানীয় নেতৃবৃন্দ ও বিভিন্ন শ্রেণি-পেশার মানুষ উপস্থিত ছিলেন। পরে একটি বর্ণাঢ্য র‍্যালি বের করা হয়। র‍্যালিটি শহরের প্রধান প্রধান সড়ক প্রদক্ষিণ শেষে কার্যালয়ের সামনে এসে শেষ হয়। এ সময় বক্তারা বিভিন্ন দাবি-দাওয়া তুলে ধরেন এবং দ্রুত বাস্তবায়নের আহ্বান জানান। — [1288, 252, 1482, 303]
para: সংশ্লিষ্ট সূত্রে জানা যায়, চলতি অর্থবছরে উন্নয়নমূলক কাজের জন্য বরাদ্দ বৃদ্ধি করা হয়েছে। এতে এলাকার যোগাযোগ ব্যবস্থার উন্নতি হবে বলে আশা প্রকাশ করেন স্থানীয় জনপ্রতিনিধিরা। কাজের মান নিয়ে যাতে কোনো প্রশ্ন না ওঠে সেদিকে বিশেষ নজর রাখার কথাও বলা হয়। — [775, 1075, 1000, 1100]
news-column-6 — [1288, 172, 1482, 497]
contd: (শেষ পাতার পর) — [137, 1284, 177, 1291]
story-kmp-sudhi — [531, 916, 757, 1264]
body — [775, 950, 1000, 1033]
story-body-ogonotantrik — [740, 397, 1070, 479]
bottom-column-2 — [288, 910, 522, 2354]
contd: (১ম পাতার পর) — [625, 938, 663, 945]
para: এ সময় উপস্থিত ছিলেন সংশ্লিষ্ট দপ্তরের কর্মকর্তাবৃন্দ। তারা বলেন, জনগণের সেবা নিশ্চিত করতে সব ধরনের পদক্ষেপ নেওয়া হচ্ছে। অভিযোগ পেলে তাৎক্ষণিক ব্যবস্থা গ্রহণ করা হবে বলেও জানান তারা। স্থানীয় বাসিন্দারা দীর্ঘদিনের সমস্যা সমাধানে কর্তৃপক্ষের হস্তক্ষেপ কামনা করেছেন। — [1018, 1274, 1244, 1298]
story-body-paikgacha — [408, 471, 725, 563]
story-contd-terokhada: (১ম পাতার পর) — [886, 220, 925, 227]
para: সংশ্লিষ্ট সূত্রে জানা যায়, চলতি অর্থবছরে উন্নয়নমূলক কাজের জন্য বরাদ্দ বৃদ্ধি করা হয়েছে। এতে এলাকার যোগাযোগ ব্যবস্থার উন্নতি হবে বলে আশা প্রকাশ করেন স্থানীয় জনপ্রতিনিধিরা। কাজের মান নিয়ে যাতে কোনো প্রশ্ন না ওঠে সেদিকে বিশেষ নজর রাখার কথাও বলা হয়। — [44, 1422, 270, 1446]
headline: খালেদা জিয়ার — [1345, 993, 1405, 1004]
contd: (শেষ পাতার পর) — [867, 1225, 908, 1232]
para: গতকাল সকালে অনুষ্ঠিত সভায় বক্তারা বলেন, দেশের সার্বিক উন্নয়নে সকলের সম্মিলিত প্রচেষ্টা প্রয়োজন। তারা আরও বলেন, সুষ্ঠু পরিবেশ নিশ্চিত করতে প্রশাসনের পাশাপাশি সাধারণ মানুষকেও এগিয়ে আসতে হবে। সভায় স্থানীয় নেতৃবৃন্দ ও বিভিন্ন শ্রেণি-পেশার মানুষ উপস্থিত ছিলেন। পরে একটি বর্ণাঢ্য র‍্যালি বের করা হয়। র‍্যালিটি শহরের প্রধান প্রধান সড়ক প্রদক্ষিণ শেষে কার্যালয়ের সামনে এসে শেষ হয়। এ সময় বক্তারা বিভিন্ন দাবি-দাওয়া তুলে ধরেন এবং দ্রুত বাস্তবায়নের আহ্বান জানান। — [44, 1105, 270, 1156]
group-photo — [408, 311, 725, 422]
para: সংশ্লিষ্ট সূত্রে জানা যায়, চলতি অর্থবছরে উন্নয়নমূলক কাজের জন্য বরাদ্দ বৃদ্ধি করা হয়েছে। এতে এলাকার যোগাযোগ ব্যবস্থার উন্নতি হবে বলে আশা প্রকাশ করেন স্থানীয় জনপ্রতিনিধিরা। কাজের মান নিয়ে যাতে কোনো প্রশ্ন না ওঠে সেদিকে বিশেষ নজর রাখার কথাও বলা হয়। — [531, 1152, 757, 1177]
para: সংশ্লিষ্ট সূত্রে জানা যায়, চলতি অর্থবছরে উন্নয়নমূলক কাজের জন্য বরাদ্দ বৃদ্ধি করা হয়েছে। এতে এলাকার যোগাযোগ ব্যবস্থার উন্নতি হবে বলে আশা প্রকাশ করেন স্থানীয় জনপ্রতিনিধিরা। কাজের মান নিয়ে যাতে কোনো প্রশ্ন না ওঠে সেদিকে বিশেষ নজর রাখার কথাও বলা হয়। — [909, 398, 1070, 430]
para: সংশ্লিষ্ট সূত্রে জানা যায়, চলতি অর্থবছরে উন্নয়নমূলক কাজের জন্য বরাদ্দ বৃদ্ধি করা হয়েছে। এতে এলাকার যোগাযোগ ব্যবস্থার উন্নতি হবে বলে আশা প্রকাশ করেন স্থানীয় জনপ্রতিনিধিরা। কাজের মান নিয়ে যাতে কোনো প্রশ্ন না ওঠে সেদিকে বিশেষ নজর রাখার কথাও বলা হয়। — [44, 1229, 270, 1254]
newspaper-page — [27, 58, 1513, 2349]
contd: (১ম পাতার পর) — [138, 938, 176, 945]
para: এ সময় উপস্থিত ছিলেন সংশ্লিষ্ট দপ্তরের কর্মকর্তাবৃন্দ। তারা বলেন, জনগণের সেবা নিশ্চিত করতে সব ধরনের পদক্ষেপ নেওয়া হচ্ছে। অভিযোগ পেলে তাৎক্ষণিক ব্যবস্থা গ্রহণ করা হবে বলেও জানান তারা। স্থানীয় বাসিন্দারা দীর্ঘদিনের সমস্যা সমাধানে কর্তৃপক্ষের হস্তক্ষেপ কামনা করেছেন। — [288, 1123, 513, 1147]
editorial-para-2: প্রতিটি শিক্ষাপ্রতিষ্ঠানের আশেপাশে গড়ে উঠেছে অসংখ্য কোচিং সেন্টার। এসব কোচিং সেন্টারে শিক্ষার্থীদের কাছ থেকে মোটা অঙ্কের টাকা আদায় করা হয়। অভিভাবকরা সন্তানের ভালো ফলাফলের আশায় বাধ্য হয়ে কোচিংয়ে পাঠাচ্ছেন। ফলে পরিবারের উপর আর্থিক চাপ বাড়ছে। — [44, 282, 213, 315]
headline: তিন বাহিনীর — [131, 1167, 183, 1179]
para: সংশ্লিষ্ট সূত্রে জানা যায়, চলতি অর্থবছরে উন্নয়নমূলক কাজের জন্য বরাদ্দ বৃদ্ধি করা হয়েছে। এতে এলাকার যোগাযোগ ব্যবস্থার উন্নতি হবে বলে আশা প্রকাশ করেন স্থানীয় জনপ্রতিনিধিরা। কাজের মান নিয়ে যাতে কোনো প্রশ্ন না ওঠে সেদিকে বিশেষ নজর রাখার কথাও বলা হয়। — [1084, 354, 1270, 388]
bottom-column-4 — [775, 910, 1009, 2354]
para: এ সময় উপস্থিত ছিলেন সংশ্লিষ্ট দপ্তরের কর্মকর্তাবৃন্দ। তারা বলেন, জনগণের সেবা নিশ্চিত করতে সব ধরনের পদক্ষেপ নেওয়া হচ্ছে। অভিযোগ পেলে তাৎক্ষণিক ব্যবস্থা গ্রহণ করা হবে বলেও জানান তারা। স্থানীয় বাসিন্দারা দীর্ঘদিনের সমস্যা সমাধানে কর্তৃপক্ষের হস্তক্ষেপ কামনা করেছেন। — [531, 1238, 757, 1262]
story-headline-chabir: চাবির ভর্তি — [1154, 322, 1199, 334]
para: এ সময় উপস্থিত ছিলেন সংশ্লিষ্ট দপ্তরের কর্মকর্তাবৃন্দ। তারা বলেন, জনগণের সেবা নিশ্চিত করতে সব ধরনের পদক্ষেপ নেওয়া হচ্ছে। অভিযোগ পেলে তাৎক্ষণিক ব্যবস্থা গ্রহণ করা হবে বলেও জানান তারা। স্থানীয় বাসিন্দারা দীর্ঘদিনের সমস্যা সমাধানে কর্তৃপক্ষের হস্তক্ষেপ কামনা করেছেন। — [1262, 1285, 1488, 1310]
editorial-para-1: শিক্ষা জাতির মেরুদণ্ড। একটি জাতির উন্নয়নের পূর্বশর্ত হলো শিক্ষা। কিন্তু বর্তমান সময়ে শিক্ষা যেন পণ্যে পরিণত হয়েছে। কোচিং বাণিজ্যের দৌরাত্ম্যে অভিভাবকরা দিশেহারা হয়ে পড়েছেন। স্কুল-কলেজের শিক্ষকরা শ্রেণিকক্ষে পাঠদানে মনোযোগী না হয়ে কোচিং সেন্টারে শিক্ষার্থীদের পড়াতে বেশি আগ্রহী। — [44, 235, 213, 276]
editorial-para-4: শিক্ষার মান উন্নয়নে শ্রেণিকক্ষে পাঠদান নিশ্চিত করতে হবে। শিক্ষকদের জবাবদিহিতার আওতায় আনতে হবে। শিক্ষা প্রতিষ্ঠানের ব্যবস্থাপনা কমিটিকে আরও সক্রিয় ভূমিকা পালন করতে হবে। পাশাপাশি অভিভাবকদেরও সচেতন হতে হবে। — [221, 255, 390, 289]
para: এ সময় উপস্থিত ছিলেন সংশ্লিষ্ট দপ্তরের কর্মকর্তাবৃন্দ। তারা বলেন, জনগণের সেবা নিশ্চিত করতে সব ধরনের পদক্ষেপ নেওয়া হচ্ছে। অভিযোগ পেলে তাৎক্ষণিক ব্যবস্থা গ্রহণ করা হবে বলেও জানান তারা। স্থানীয় বাসিন্দারা দীর্ঘদিনের সমস্যা সমাধানে কর্তৃপক্ষের হস্তক্ষেপ কামনা করেছেন। — [44, 1354, 270, 1378]
para: গতকাল সকালে অনুষ্ঠিত সভায় বক্তারা বলেন, দেশের সার্বিক উন্নয়নে সকলের সম্মিলিত প্রচেষ্টা প্রয়োজন। তারা আরও বলেন, সুষ্ঠু পরিবেশ নিশ্চিত করতে প্রশাসনের পাশাপাশি সাধারণ মানুষকেও এগিয়ে আসতে হবে। সভায় স্থানীয় নেতৃবৃন্দ ও বিভিন্ন শ্রেণি-পেশার মানুষ উপস্থিত ছিলেন। পরে একটি বর্ণাঢ্য র‍্যালি বের করা হয়। র‍্যালিটি শহরের প্রধান প্রধান সড়ক প্রদক্ষিণ শেষে কার্যালয়ের সামনে এসে শেষ হয়। এ সময় বক্তারা বিভিন্ন দাবি-দাওয়া তুলে ধরেন এবং দ্রুত বাস্তবায়নের আহ্বান জানান। — [531, 951, 757, 1002]
photo-column — [400, 127, 732, 859]
editorial-body — [44, 234, 390, 338]
continuation-banner-middle: (১ম ও ৪র্থ পৃষ্ঠার পর) — [44, 865, 1074, 896]
story-contd-gopon: (১ম পাতার পর) — [1366, 200, 1404, 207]
editorial-para-5: আমরা মনে করি, কোচিং বাণিজ্য বন্ধে সরকারের কঠোর পদক্ষেপ প্রয়োজন। শিক্ষকদের সম্মানজনক বেতন কাঠামো নিশ্চিত করার পাশাপাশি শ্রেণিকক্ষে মানসম্মত পাঠদানে বাধ্য করতে হবে। তবেই শিক্ষার্থী ও অভিভাবকরা স্বস্তি পাবেন এবং দেশের শিক্ষাব্যবস্থা প্রকৃত অর্থে উন্নত হবে। — [221, 294, 390, 327]
story-footpath — [1262, 1405, 1488, 1496]
story-headline-terokhada: তেরখাদায় ওয়াল্টন প্লাজায় দিনব্যাপী পিঠা উৎসব — [808, 200, 1003, 213]
contd: (শেষ পাতার পর) — [1354, 1426, 1396, 1434]
bottom-column-5 — [1018, 910, 1252, 2354]
para: গতকাল সকালে অনুষ্ঠিত সভায় বক্তারা বলেন, দেশের সার্বিক উন্নয়নে সকলের সম্মিলিত প্রচেষ্টা প্রয়োজন। তারা আরও বলেন, সুষ্ঠু পরিবেশ নিশ্চিত করতে প্রশাসনের পাশাপাশি সাধারণ মানুষকেও এগিয়ে আসতে হবে। সভায় স্থানীয় নেতৃবৃন্দ ও বিভিন্ন শ্রেণি-পেশার মানুষ উপস্থিত ছিলেন। পরে একটি বর্ণাঢ্য র‍্যালি বের করা হয়। র‍্যালিটি শহরের প্রধান প্রধান সড়ক প্রদক্ষিণ শেষে কার্যালয়ের সামনে এসে শেষ হয়। এ সময় বক্তারা বিভিন্ন দাবি-দাওয়া তুলে ধরেন এবং দ্রুত বাস্তবায়নের আহ্বান জানান। — [740, 398, 902, 466]
group-photo-caption: খানজাহান আলী থানা বিএনপির আয়োজনে মাসিক সভা শাখার মতবিনিময় সভায় প্রধান অতিথির বক্তব্য রাখেন নেতৃবৃন্দ। — [434, 426, 699, 432]
body — [288, 1220, 513, 1333]
para: এ সময় উপস্থিত ছিলেন সংশ্লিষ্ট দপ্তরের কর্মকর্তাবৃন্দ। তারা বলেন, জনগণের সেবা নিশ্চিত করতে সব ধরনের পদক্ষেপ নেওয়া হচ্ছে। অভিযোগ পেলে তাৎক্ষণিক ব্যবস্থা গ্রহণ করা হবে বলেও জানান তারা। স্থানীয় বাসিন্দারা দীর্ঘদিনের সমস্যা সমাধানে কর্তৃপক্ষের হস্তক্ষেপ কামনা করেছেন। — [44, 1007, 270, 1031]
para: গতকাল সকালে অনুষ্ঠিত সভায় বক্তারা বলেন, দেশের সার্বিক উন্নয়নে সকলের সম্মিলিত প্রচেষ্টা প্রয়োজন। তারা আরও বলেন, সুষ্ঠু পরিবেশ নিশ্চিত করতে প্রশাসনের পাশাপাশি সাধারণ মানুষকেও এগিয়ে আসতে হবে। সভায় স্থানীয় নেতৃবৃন্দ ও বিভিন্ন শ্রেণি-পেশার মানুষ উপস্থিত ছিলেন। পরে একটি বর্ণাঢ্য র‍্যালি বের করা হয়। র‍্যালিটি শহরের প্রধান প্রধান সড়ক প্রদক্ষিণ শেষে কার্যালয়ের সামনে এসে শেষ হয়। এ সময় বক্তারা বিভিন্ন দাবি-দাওয়া তুলে ধরেন এবং দ্রুত বাস্তবায়নের আহ্বান জানান। — [531, 1067, 757, 1118]
dateline: খুলনা ॥ বৃহস্পতিবার ॥ ২৩ জানুয়ারি – ২০২৫ইং — [1204, 88, 1496, 104]
para: গতকাল সকালে অনুষ্ঠিত সভায় বক্তারা বলেন, দেশের সার্বিক উন্নয়নে সকলের সম্মিলিত প্রচেষ্টা প্রয়োজন। তারা আরও বলেন, সুষ্ঠু পরিবেশ নিশ্চিত করতে প্রশাসনের পাশাপাশি সাধারণ মানুষকেও এগিয়ে আসতে হবে। সভায় স্থানীয় নেতৃবৃন্দ ও বিভিন্ন শ্রেণি-পেশার মানুষ উপস্থিত ছিলেন। পরে একটি বর্ণাঢ্য র‍্যালি বের করা হয়। র‍্যালিটি শহরের প্রধান প্রধান সড়ক প্রদক্ষিণ শেষে কার্যালয়ের সামনে এসে শেষ হয়। এ সময় বক্তারা বিভিন্ন দাবি-দাওয়া তুলে ধরেন এবং দ্রুত বাস্তবায়নের আহ্বান জানান। — [44, 1452, 270, 1503]
story-apatoto — [775, 1396, 1000, 1458]
para: গতকাল সকালে অনুষ্ঠিত সভায় বক্তারা বলেন, দেশের সার্বিক উন্নয়নে সকলের সম্মিলিত প্রচেষ্টা প্রয়োজন। তারা আরও বলেন, সুষ্ঠু পরিবেশ নিশ্চিত করতে প্রশাসনের পাশাপাশি সাধারণ মানুষকেও এগিয়ে আসতে হবে। সভায় স্থানীয় নেতৃবৃন্দ ও বিভিন্ন শ্রেণি-পেশার মানুষ উপস্থিত ছিলেন। পরে একটি বর্ণাঢ্য র‍্যালি বের করা হয়। র‍্যালিটি শহরের প্রধান প্রধান সড়ক প্রদক্ষিণ শেষে কার্যালয়ের সামনে এসে শেষ হয়। এ সময় বক্তারা বিভিন্ন দাবি-দাওয়া তুলে ধরেন এবং দ্রুত বাস্তবায়নের আহ্বান জানান। — [1018, 1179, 1244, 1230]
para: সংশ্লিষ্ট সূত্রে জানা যায়, চলতি অর্থবছরে উন্নয়নমূলক কাজের জন্য বরাদ্দ বৃদ্ধি করা হয়েছে। এতে এলাকার যোগাযোগ ব্যবস্থার উন্নতি হবে বলে আশা প্রকাশ করেন স্থানীয় জনপ্রতিনিধিরা। কাজের মান নিয়ে যাতে কোনো প্রশ্ন না ওঠে সেদিকে বিশেষ নজর রাখার কথাও বলা হয়। — [1018, 1150, 1244, 1174]
para: সংশ্লিষ্ট সূত্রে জানা যায়, চলতি অর্থবছরে উন্নয়নমূলক কাজের জন্য বরাদ্দ বৃদ্ধি করা হয়েছে। এতে এলাকার যোগাযোগ ব্যবস্থার উন্নতি হবে বলে আশা প্রকাশ করেন স্থানীয় জনপ্রতিনিধিরা। কাজের মান নিয়ে যাতে কোনো প্রশ্ন না ওঠে সেদিকে বিশেষ নজর রাখার কথাও বলা হয়। — [1018, 996, 1244, 1021]
story-koyra-road — [288, 916, 513, 1178]
story-body-terokhada — [740, 233, 1070, 290]
contd: (১ম পাতার পর) — [1355, 1012, 1395, 1019]
para: গতকাল সকালে অনুষ্ঠিত সভায় বক্তারা বলেন, দেশের সার্বিক উন্নয়নে সকলের সম্মিলিত প্রচেষ্টা প্রয়োজন। তারা আরও বলেন, সুষ্ঠু পরিবেশ নিশ্চিত করতে প্রশাসনের পাশাপাশি সাধারণ মানুষকেও এগিয়ে আসতে হবে। সভায় স্থানীয় নেতৃবৃন্দ ও বিভিন্ন শ্রেণি-পেশার মানুষ উপস্থিত ছিলেন। পরে একটি বর্ণাঢ্য র‍্যালি বের করা হয়। র‍্যালিটি শহরের প্রধান প্রধান সড়ক প্রদক্ষিণ শেষে কার্যালয়ের সামনে এসে শেষ হয়। এ সময় বক্তারা বিভিন্ন দাবি-দাওয়া তুলে ধরেন এবং দ্রুত বাস্তবায়নের আহ্বান জানান। — [1262, 1054, 1488, 1097]
para: এ সময় উপস্থিত ছিলেন সংশ্লিষ্ট দপ্তরের কর্মকর্তাবৃন্দ। তারা বলেন, জনগণের সেবা নিশ্চিত করতে সব ধরনের পদক্ষেপ নেওয়া হচ্ছে। অভিযোগ পেলে তাৎক্ষণিক ব্যবস্থা গ্রহণ করা হবে বলেও জানান তারা। স্থানীয় বাসিন্দারা দীর্ঘদিনের সমস্যা সমাধানে কর্তৃপক্ষের হস্তক্ষেপ কামনা করেছেন। — [1018, 1082, 1244, 1106]
para: এ সময় উপস্থিত ছিলেন সংশ্লিষ্ট দপ্তরের কর্মকর্তাবৃন্দ। তারা বলেন, জনগণের সেবা নিশ্চিত করতে সব ধরনের পদক্ষেপ নেওয়া হচ্ছে। অভিযোগ পেলে তাৎক্ষণিক ব্যবস্থা গ্রহণ করা হবে বলেও জানান তারা। স্থানীয় বাসিন্দারা দীর্ঘদিনের সমস্যা সমাধানে কর্তৃপক্ষের হস্তক্ষেপ কামনা করেছেন। — [1262, 911, 1488, 935]
para: গতকাল সকালে অনুষ্ঠিত সভায় বক্তারা বলেন, দেশের সার্বিক উন্নয়নে সকলের সম্মিলিত প্রচেষ্টা প্রয়োজন। তারা আরও বলেন, সুষ্ঠু পরিবেশ নিশ্চিত করতে প্রশাসনের পাশাপাশি সাধারণ মানুষকেও এগিয়ে আসতে হবে। সভায় স্থানীয় নেতৃবৃন্দ ও বিভিন্ন শ্রেণি-পেশার মানুষ উপস্থিত ছিলেন। পরে একটি বর্ণাঢ্য র‍্যালি বের করা হয়। র‍্যালিটি শহরের প্রধান প্রধান সড়ক প্রদক্ষিণ শেষে কার্যালয়ের সামনে এসে শেষ হয়। এ সময় বক্তারা বিভিন্ন দাবি-দাওয়া তুলে ধরেন এবং দ্রুত বাস্তবায়নের আহ্বান জানান। — [531, 1182, 757, 1233]
para: গতকাল সকালে অনুষ্ঠিত সভায় বক্তারা বলেন, দেশের সার্বিক উন্নয়নে সকলের সম্মিলিত প্রচেষ্টা প্রয়োজন। তারা আরও বলেন, সুষ্ঠু পরিবেশ নিশ্চিত করতে প্রশাসনের পাশাপাশি সাধারণ মানুষকেও এগিয়ে আসতে হবে। সভায় স্থানীয় নেতৃবৃন্দ ও বিভিন্ন শ্রেণি-পেশার মানুষ উপস্থিত ছিলেন। পরে একটি বর্ণাঢ্য র‍্যালি বের করা হয়। র‍্যালিটি শহরের প্রধান প্রধান সড়ক প্রদক্ষিণ শেষে কার্যালয়ের সামনে এসে শেষ হয়। এ সময় বক্তারা বিভিন্ন দাবি-দাওয়া তুলে ধরেন এবং দ্রুত বাস্তবায়নের আহ্বান জানান। — [44, 951, 270, 1002]
para: গতকাল সকালে অনুষ্ঠিত সভায় বক্তারা বলেন, দেশের সার্বিক উন্নয়নে সকলের সম্মিলিত প্রচেষ্টা প্রয়োজন। তারা আরও বলেন, সুষ্ঠু পরিবেশ নিশ্চিত করতে প্রশাসনের পাশাপাশি সাধারণ মানুষকেও এগিয়ে আসতে হবে। সভায় স্থানীয় নেতৃবৃন্দ ও বিভিন্ন শ্রেণি-পেশার মানুষ উপস্থিত ছিলেন। পরে একটি বর্ণাঢ্য র‍্যালি বের করা হয়। র‍্যালিটি শহরের প্রধান প্রধান সড়ক প্রদক্ষিণ শেষে কার্যালয়ের সামনে এসে শেষ হয়। এ সময় বক্তারা বিভিন্ন দাবি-দাওয়া তুলে ধরেন এবং দ্রুত বাস্তবায়নের আহ্বান জানান। — [288, 1067, 513, 1118]
body — [44, 1421, 270, 1504]
masthead — [44, 71, 1496, 117]
body — [1018, 1149, 1244, 1231]
bottom-section — [44, 910, 1496, 2354]
story-apolil — [775, 1204, 1000, 1295]
contd: (শেষ পাতার পর) — [137, 1409, 177, 1416]
para: গতকাল সকালে অনুষ্ঠিত সভায় বক্তারা বলেন, দেশের সার্বিক উন্নয়নে সকলের সম্মিলিত প্রচেষ্টা প্রয়োজন। তারা আরও বলেন, সুষ্ঠু পরিবেশ নিশ্চিত করতে প্রশাসনের পাশাপাশি সাধারণ মানুষকেও এগিয়ে আসতে হবে। সভায় স্থানীয় নেতৃবৃন্দ ও বিভিন্ন শ্রেণি-পেশার মানুষ উপস্থিত ছিলেন। পরে একটি বর্ণাঢ্য র‍্যালি বের করা হয়। র‍্যালিটি শহরের প্রধান প্রধান সড়ক প্রদক্ষিণ শেষে কার্যালয়ের সামনে এসে শেষ হয়। এ সময় বক্তারা বিভিন্ন দাবি-দাওয়া তুলে ধরেন এবং দ্রুত বাস্তবায়নের আহ্বান জানান। — [1018, 911, 1244, 962]
para: গতকাল সকালে অনুষ্ঠিত সভায় বক্তারা বলেন, দেশের সার্বিক উন্নয়নে সকলের সম্মিলিত প্রচেষ্টা প্রয়োজন। তারা আরও বলেন, সুষ্ঠু পরিবেশ নিশ্চিত করতে প্রশাসনের পাশাপাশি সাধারণ মানুষকেও এগিয়ে আসতে হবে। সভায় স্থানীয় নেতৃবৃন্দ ও বিভিন্ন শ্রেণি-পেশার মানুষ উপস্থিত ছিলেন। পরে একটি বর্ণাঢ্য র‍্যালি বের করা হয়। র‍্যালিটি শহরের প্রধান প্রধান সড়ক প্রদক্ষিণ শেষে কার্যালয়ের সামনে এসে শেষ হয়। এ সময় বক্তারা বিভিন্ন দাবি-দাওয়া তুলে ধরেন এবং দ্রুত বাস্তবায়নের আহ্বান জানান। — [1262, 940, 1488, 982]
contd: (শেষ পাতার পর) — [867, 1062, 908, 1070]
para: এ সময় উপস্থিত ছিলেন সংশ্লিষ্ট দপ্তরের কর্মকর্তাবৃন্দ। তারা বলেন, জনগণের সেবা নিশ্চিত করতে সব ধরনের পদক্ষেপ নেওয়া হচ্ছে। অভিযোগ পেলে তাৎক্ষণিক ব্যবস্থা গ্রহণ করা হবে বলেও জানান তারা। স্থানীয় বাসিন্দারা দীর্ঘদিনের সমস্যা সমাধানে কর্তৃপক্ষের হস্তক্ষেপ কামনা করেছেন। — [531, 1123, 757, 1147]
headline: খুলনার উন্নয়নে — [857, 1043, 918, 1055]
bottom-column-3 — [531, 910, 765, 2354]
story-turkey-fire — [44, 916, 270, 1033]
para: গতকাল সকালে অনুষ্ঠিত সভায় বক্তারা বলেন, দেশের সার্বিক উন্নয়নে সকলের সম্মিলিত প্রচেষ্টা প্রয়োজন। তারা আরও বলেন, সুষ্ঠু পরিবেশ নিশ্চিত করতে প্রশাসনের পাশাপাশি সাধারণ মানুষকেও এগিয়ে আসতে হবে। সভায় স্থানীয় নেতৃবৃন্দ ও বিভিন্ন শ্রেণি-পেশার মানুষ উপস্থিত ছিলেন। পরে একটি বর্ণাঢ্য র‍্যালি বের করা হয়। র‍্যালিটি শহরের প্রধান প্রধান সড়ক প্রদক্ষিণ শেষে কার্যালয়ের সামনে এসে শেষ হয়। এ সময় বক্তারা বিভিন্ন দাবি-দাওয়া তুলে ধরেন এবং দ্রুত বাস্তবায়নের আহ্বান জানান। — [740, 233, 1070, 287]
crop-mark-bottom-left-h — [6, 2365, 31, 2367]
story-khulna-songhotito — [288, 1185, 513, 1333]
contd: (শেষ পাতার পর) — [867, 1417, 908, 1425]
para: সংশ্লিষ্ট সূত্রে জানা যায়, চলতি অর্থবছরে উন্নয়নমূলক কাজের জন্য বরাদ্দ বৃদ্ধি করা হয়েছে। এতে এলাকার যোগাযোগ ব্যবস্থার উন্নতি হবে বলে আশা প্রকাশ করেন স্থানীয় জনপ্রতিনিধিরা। কাজের মান নিয়ে যাতে কোনো প্রশ্ন না ওঠে সেদিকে বিশেষ নজর রাখার কথাও বলা হয়। — [531, 1037, 757, 1061]
story-khaleda-zia — [1262, 990, 1488, 1128]
story-headline-paikgacha: পাইকগাছায় মাছ আহরণের পর্যটন ও সংস্থা ভবনের বিরল প্রদর্শন — [441, 453, 692, 465]
body — [1262, 1285, 1488, 1312]
